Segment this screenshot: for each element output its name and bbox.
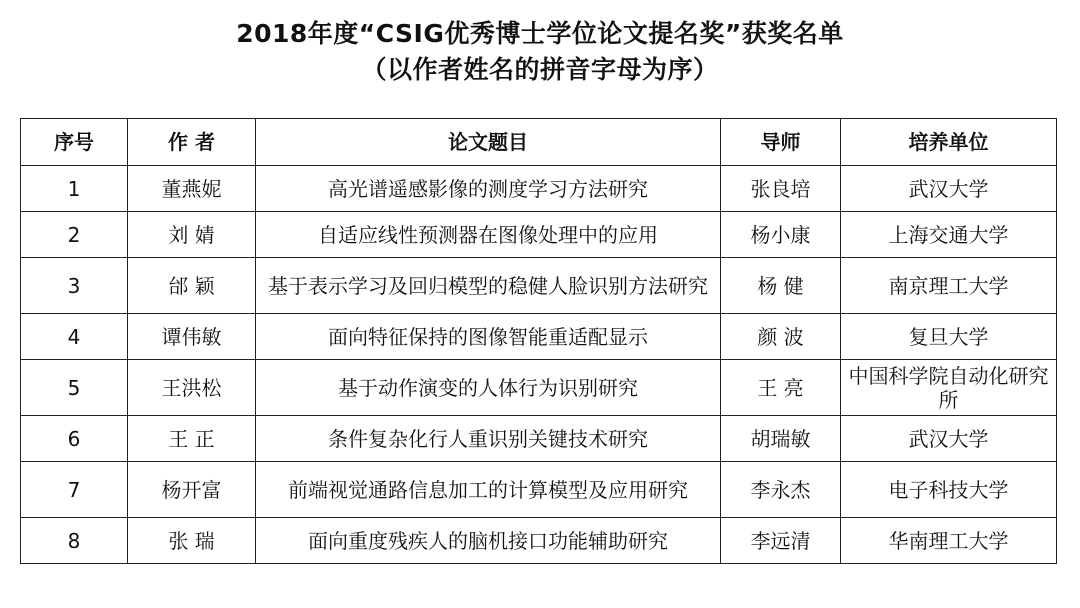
column-header-advisor: 导师 <box>721 119 841 166</box>
table-row <box>21 462 1057 518</box>
cell-author: 王洪松 <box>128 360 256 416</box>
table-row <box>21 258 1057 314</box>
cell-advisor: 颜 波 <box>721 314 841 360</box>
cell-institution: 华南理工大学 <box>841 518 1057 564</box>
cell-number: 3 <box>21 258 128 314</box>
cell-number: 1 <box>21 166 128 212</box>
cell-thesis-title: 前端视觉通路信息加工的计算模型及应用研究 <box>256 462 721 518</box>
cell-author: 王 正 <box>128 416 256 462</box>
table-row <box>21 416 1057 462</box>
award-list-table <box>20 118 1057 564</box>
cell-author: 董燕妮 <box>128 166 256 212</box>
column-header-number: 序号 <box>21 119 128 166</box>
cell-thesis-title: 面向特征保持的图像智能重适配显示 <box>256 314 721 360</box>
cell-author: 刘 婧 <box>128 212 256 258</box>
column-header-thesis-title: 论文题目 <box>256 119 721 166</box>
cell-thesis-title: 基于动作演变的人体行为识别研究 <box>256 360 721 416</box>
cell-author: 张 瑞 <box>128 518 256 564</box>
cell-number: 5 <box>21 360 128 416</box>
cell-number: 4 <box>21 314 128 360</box>
cell-institution: 复旦大学 <box>841 314 1057 360</box>
cell-institution: 武汉大学 <box>841 416 1057 462</box>
cell-institution: 中国科学院自动化研究所 <box>841 360 1057 416</box>
cell-advisor: 杨 健 <box>721 258 841 314</box>
table-row <box>21 212 1057 258</box>
cell-thesis-title: 基于表示学习及回归模型的稳健人脸识别方法研究 <box>256 258 721 314</box>
cell-thesis-title: 自适应线性预测器在图像处理中的应用 <box>256 212 721 258</box>
column-header-institution: 培养单位 <box>841 119 1057 166</box>
cell-institution: 南京理工大学 <box>841 258 1057 314</box>
cell-number: 8 <box>21 518 128 564</box>
cell-thesis-title: 面向重度残疾人的脑机接口功能辅助研究 <box>256 518 721 564</box>
table-row <box>21 314 1057 360</box>
cell-author: 谭伟敏 <box>128 314 256 360</box>
cell-advisor: 杨小康 <box>721 212 841 258</box>
column-header-author: 作 者 <box>128 119 256 166</box>
page-title: 2018年度“CSIG优秀博士学位论文提名奖”获奖名单 <box>236 19 844 48</box>
cell-advisor: 李远清 <box>721 518 841 564</box>
cell-institution: 电子科技大学 <box>841 462 1057 518</box>
cell-author: 杨开富 <box>128 462 256 518</box>
cell-advisor: 王 亮 <box>721 360 841 416</box>
cell-number: 7 <box>21 462 128 518</box>
cell-advisor: 胡瑞敏 <box>721 416 841 462</box>
cell-number: 2 <box>21 212 128 258</box>
table-header-row <box>21 119 1057 166</box>
cell-advisor: 李永杰 <box>721 462 841 518</box>
cell-institution: 上海交通大学 <box>841 212 1057 258</box>
table-row <box>21 518 1057 564</box>
cell-institution: 武汉大学 <box>841 166 1057 212</box>
cell-thesis-title: 高光谱遥感影像的测度学习方法研究 <box>256 166 721 212</box>
cell-number: 6 <box>21 416 128 462</box>
page-subtitle: （以作者姓名的拼音字母为序） <box>361 55 719 84</box>
cell-author: 邰 颖 <box>128 258 256 314</box>
table-row <box>21 166 1057 212</box>
cell-advisor: 张良培 <box>721 166 841 212</box>
table-row <box>21 360 1057 416</box>
cell-thesis-title: 条件复杂化行人重识别关键技术研究 <box>256 416 721 462</box>
